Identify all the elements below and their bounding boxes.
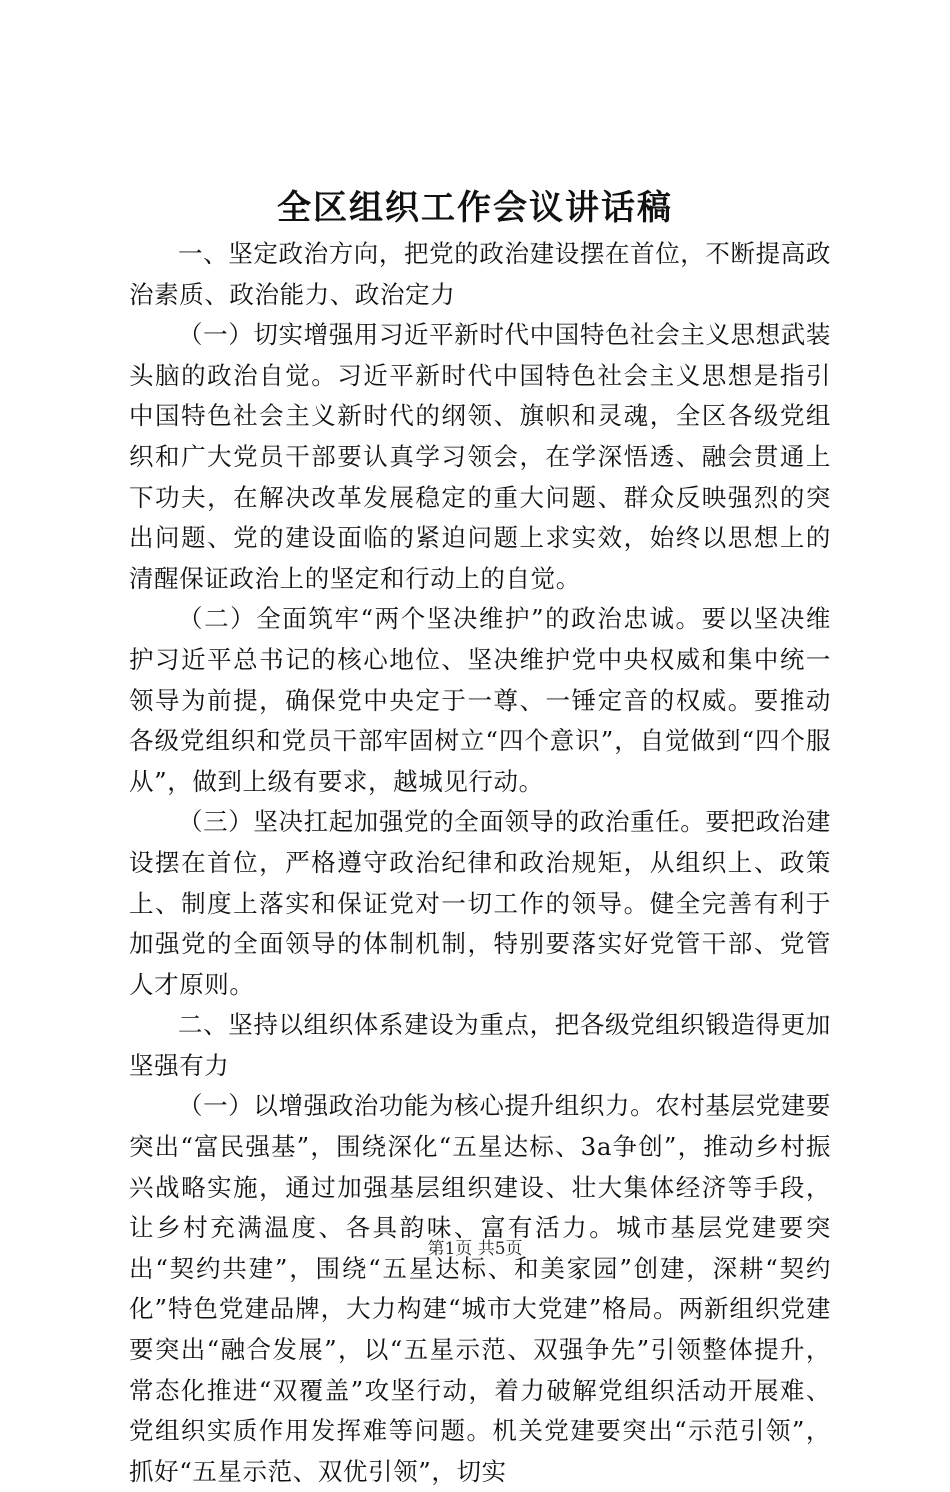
- document-body: [129, 234, 831, 1492]
- heading-section-2: 二、坚持以组织体系建设为重点，把各级党组织锻造得更加坚强有力: [129, 1010, 831, 1080]
- document-title: 全区组织工作会议讲话稿: [277, 188, 673, 228]
- paragraph-1-3: （三）坚决扛起加强党的全面领导的政治重任。要把政治建设摆在首位，严格遵守政治纪律和政治规矩，从组织上、政策上、制度上落实和保证党对一切工作的领导。健全完善有利于加强党的全面领导的体制机制，特别要落实好党管干部、党管人才原则。: [129, 807, 831, 999]
- heading-section-1: 一、坚定政治方向，把党的政治建设摆在首位，不断提高政治素质、政治能力、政治定力: [129, 239, 831, 309]
- paragraph-2-1: （一）以增强政治功能为核心提升组织力。农村基层党建要突出“富民强基”，围绕深化“五星达标、3a争创”，推动乡村振兴战略实施，通过加强基层组织建设、壮大集体经济等手段，让乡村充满温度、各具韵味、富有活力。城市基层党建要突出“契约共建”，围绕“五星达标、和美家园”创建，深耕“契约化”特色党建品牌，大力构建“城市大党建”格局。两新组织党建要突出“融合发展”，以“五星示范、双强争先”引领整体提升，常态化推进“双覆盖”攻坚行动，着力破解党组织活动开展难、党组织实质作用发挥难等问题。机关党建要突出“示范引领”，抓好“五星示范、双优引领”，切实: [129, 1091, 831, 1486]
- paragraph-1-1: （一）切实增强用习近平新时代中国特色社会主义思想武装头脑的政治自觉。习近平新时代中国特色社会主义思想是指引中国特色社会主义新时代的纲领、旗帜和灵魂，全区各级党组织和广大党员干部要认真学习领会，在学深悟透、融会贯通上下功夫，在解决改革发展稳定的重大问题、群众反映强烈的突出问题、党的建设面临的紧迫问题上求实效，始终以思想上的清醒保证政治上的坚定和行动上的自觉。: [129, 320, 831, 593]
- page-footer: 第1页 共5页: [427, 1239, 523, 1259]
- paragraph-1-2: （二）全面筑牢“两个坚决维护”的政治忠诚。要以坚决维护习近平总书记的核心地位、坚决维护党中央权威和集中统一领导为前提，确保党中央定于一尊、一锤定音的权威。要推动各级党组织和党员干部牢固树立“四个意识”，自觉做到“四个服从”，做到上级有要求，越城见行动。: [129, 604, 831, 796]
